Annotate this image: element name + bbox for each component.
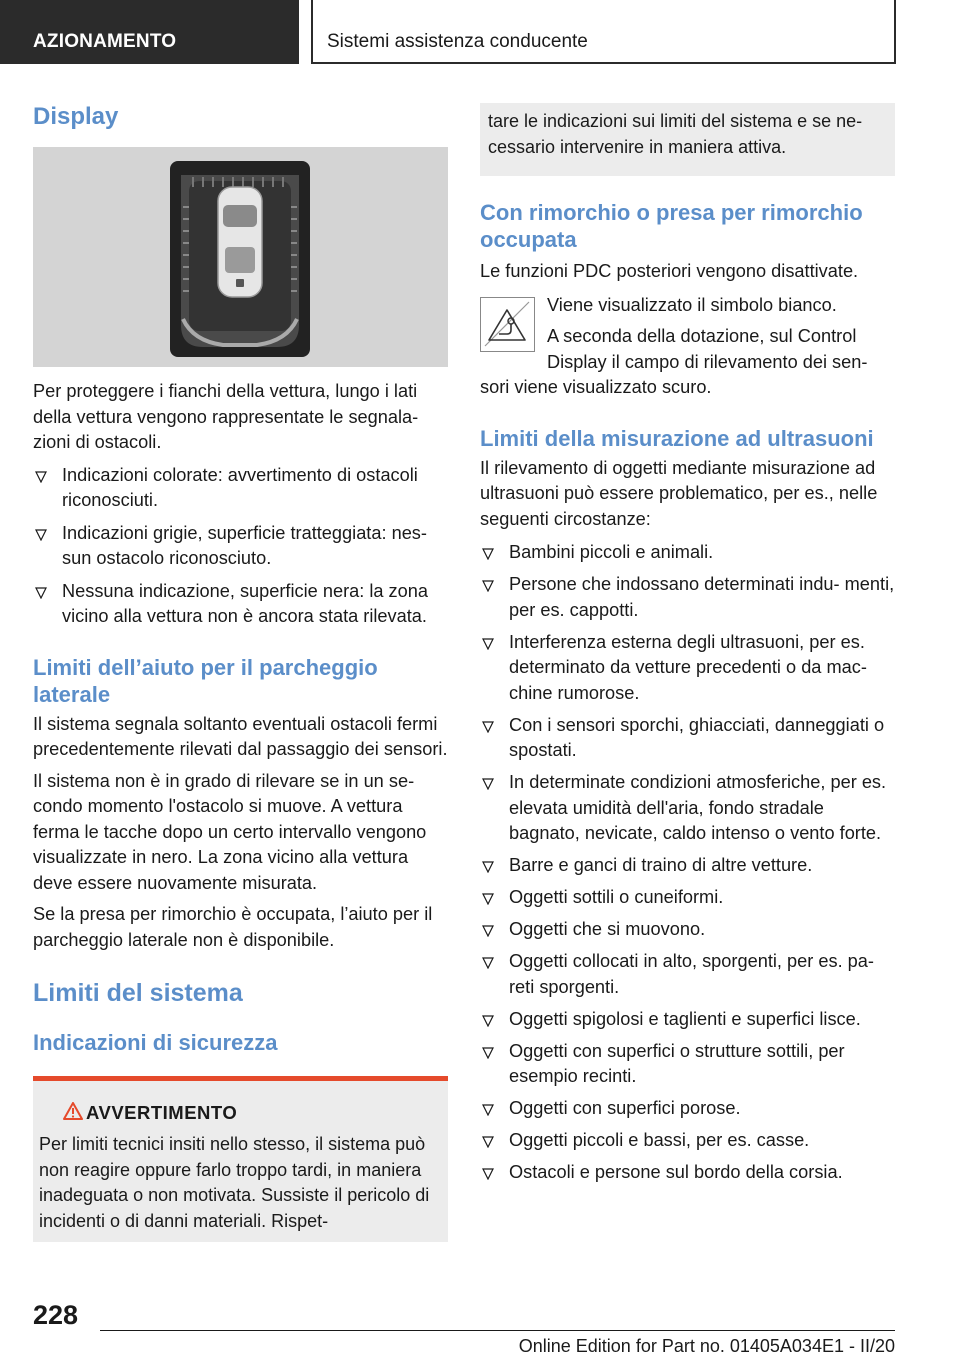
triangle-bullet-icon (482, 721, 494, 733)
ultrasound-intro: Il rilevamento di oggetti mediante misurazione ad ultrasuoni può essere problematico, per es., nelle seguenti circostanze: (480, 457, 878, 529)
triangle-bullet-icon (482, 1047, 494, 1059)
list-item: Con i sensori sporchi, ghiacciati, danneggiati o spostati. (480, 713, 895, 764)
trailer-paragraph-1: Le funzioni PDC posteriori vengono disattivate. (480, 261, 859, 281)
warning-title: AVVERTIMENTO (39, 1101, 442, 1125)
list-item: Oggetti con superfici o strutture sottili, per esempio recinti. (480, 1039, 895, 1090)
warning-box (33, 1076, 448, 1242)
display-legend-list (33, 463, 448, 630)
left-column (33, 100, 448, 1242)
list-item: Indicazioni colorate: avvertimento di ostacoli riconosciuti. (33, 463, 448, 514)
trailer-heading: Con rimorchio o presa per rimorchio occupata (480, 200, 863, 252)
section-tab: AZIONAMENTO (0, 0, 299, 64)
triangle-bullet-icon (35, 529, 47, 541)
display-heading: Display (33, 103, 119, 130)
triangle-bullet-icon (35, 471, 47, 483)
trailer-paragraph-3b: sori viene visualizzato scuro. (480, 377, 712, 397)
list-item: Interferenza esterna degli ultrasuoni, per es. determinato da vetture precedenti o da mac- chine rumorose. (480, 630, 895, 707)
list-item: Oggetti sottili o cuneiformi. (480, 885, 895, 911)
list-item: Oggetti collocati in alto, sporgenti, per es. pa- reti sporgenti. (480, 949, 895, 1000)
ultrasound-limits-list (480, 540, 895, 1186)
trailer-hitch-icon (481, 298, 534, 351)
list-item: Nessuna indicazione, superficie nera: la zona vicino alla vettura non è ancora stata rilevata. (33, 579, 448, 630)
list-item: Oggetti con superfici porose. (480, 1096, 895, 1122)
page-header (0, 0, 960, 66)
triangle-bullet-icon (482, 580, 494, 592)
car-sensor-view-illustration (33, 147, 448, 367)
warning-continuation-box (480, 103, 895, 176)
ultrasound-limits-heading: Limiti della misurazione ad ultrasuoni (480, 425, 874, 451)
trailer-paragraph-2: Viene visualizzato il simbolo bianco. (547, 294, 837, 315)
footer-divider (100, 1330, 895, 1331)
trailer-symbol (480, 297, 535, 352)
list-item: Oggetti spigolosi e taglienti e superfici lisce. (480, 1007, 895, 1033)
trailer-symbol-block (480, 293, 895, 376)
safety-heading: Indicazioni di sicurezza (33, 1030, 278, 1055)
triangle-bullet-icon (482, 893, 494, 905)
system-limits-heading: Limiti del sistema (33, 979, 243, 1007)
list-item: Oggetti piccoli e bassi, per es. casse. (480, 1128, 895, 1154)
triangle-bullet-icon (482, 1168, 494, 1180)
parking-limits-heading: Limiti dell’aiuto per il parcheggio laterale (33, 654, 378, 707)
chapter-title: Sistemi assistenza conducente (311, 0, 896, 64)
edition-text: Online Edition for Part no. 01405A034E1 - II/20 (518, 1336, 895, 1356)
list-item: Barre e ganci di traino di altre vetture. (480, 853, 895, 879)
warning-text: Per limiti tecnici insiti nello stesso, il sistema può non reagire oppure farlo troppo tardi, in maniera inadeguata o non motivata. Sussiste il pericolo di incidenti o di danni materiali. Rispet- (39, 1134, 430, 1231)
list-item: Oggetti che si muovono. (480, 917, 895, 943)
list-item: Persone che indossano determinati indu- menti, per es. cappotti. (480, 572, 895, 623)
triangle-bullet-icon (35, 587, 47, 599)
display-description: Per proteggere i fianchi della vettura, lungo i lati della vettura vengono rappresentate le segnala- zioni di ostacoli. (33, 381, 419, 452)
parking-limits-paragraph-1: Il sistema segnala soltanto eventuali ostacoli fermi precedentemente rilevati dal passaggio dei sensori. (33, 713, 448, 759)
page-number: 228 (33, 1300, 79, 1330)
parking-limits-paragraph-2: Il sistema non è in grado di rilevare se in un se- condo momento l'ostacolo si muove. A vettura ferma le tacche dopo un certo intervallo vengono visualizzate in nero. La zona vicino alla vettura deve essere nuovamente misurata. (33, 770, 427, 893)
list-item: Bambini piccoli e animali. (480, 540, 895, 566)
list-item: Indicazioni grigie, superficie tratteggiata: nes- sun ostacolo riconosciuto. (33, 521, 448, 572)
warning-continuation-text: tare le indicazioni sui limiti del sistema e se ne- cessario intervenire in maniera attiva. (488, 111, 863, 157)
warning-triangle-icon (63, 1102, 83, 1120)
list-item: In determinate condizioni atmosferiche, per es. elevata umidità dell'aria, fondo stradale bagnato, nevicate, caldo intenso o vento forte. (480, 770, 895, 847)
triangle-bullet-icon (482, 1015, 494, 1027)
pdc-display-figure (33, 147, 448, 367)
triangle-bullet-icon (482, 861, 494, 873)
trailer-paragraph-3a: A seconda della dotazione, sul Control Display il campo di rilevamento dei sen- (547, 326, 868, 372)
right-column (480, 103, 895, 1186)
parking-limits-paragraph-3: Se la presa per rimorchio è occupata, l’aiuto per il parcheggio laterale non è disponibile. (33, 904, 433, 950)
triangle-bullet-icon (482, 548, 494, 560)
triangle-bullet-icon (482, 1136, 494, 1148)
triangle-bullet-icon (482, 638, 494, 650)
triangle-bullet-icon (482, 778, 494, 790)
triangle-bullet-icon (482, 957, 494, 969)
triangle-bullet-icon (482, 925, 494, 937)
triangle-bullet-icon (482, 1104, 494, 1116)
list-item: Ostacoli e persone sul bordo della corsia. (480, 1160, 895, 1186)
